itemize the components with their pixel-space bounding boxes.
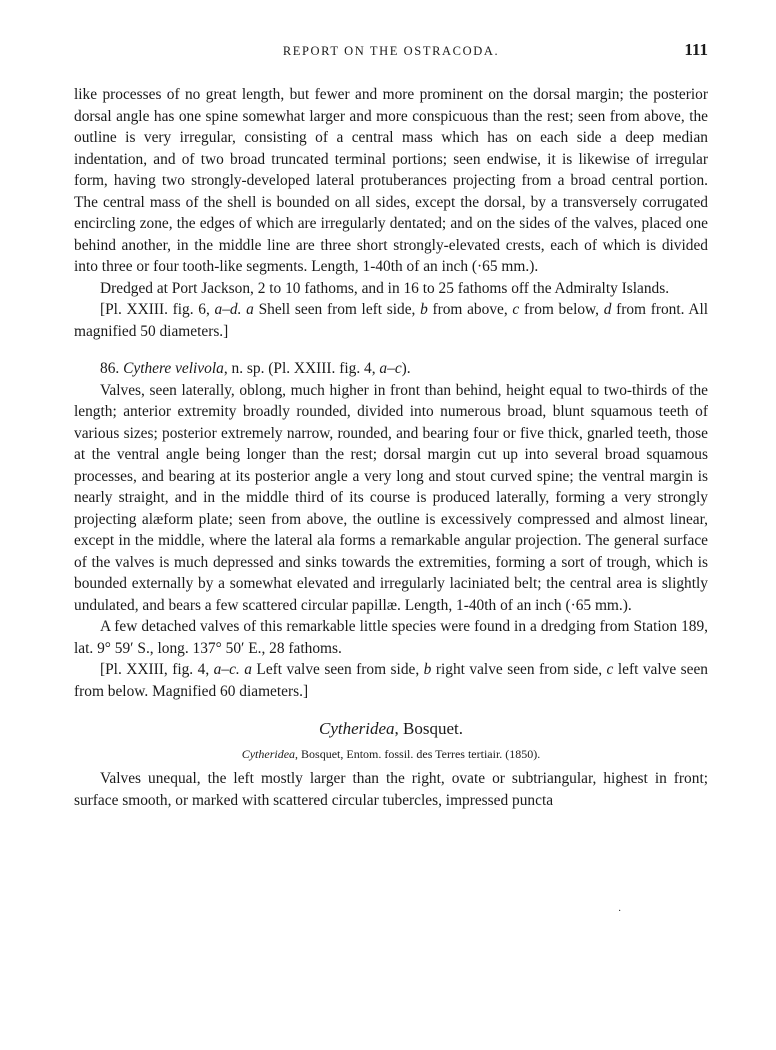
body-text [74, 84, 708, 811]
paragraph-station-locality: A few detached valves of this remarkable little species were found in a dredging from Station 189, lat. 9° 59′ S., long. 137° 50′ E., 28 fathoms. [74, 618, 708, 657]
paragraph-dredged-locality: Dredged at Port Jackson, 2 to 10 fathoms, and in 16 to 25 fathoms off the Admiralty Islands. [100, 279, 670, 297]
page-number: 111 [684, 40, 708, 59]
page [74, 38, 708, 811]
genus-heading-cytheridea: Cytheridea, Bosquet. [318, 719, 464, 738]
paragraph-genus-description: Valves unequal, the left mostly larger than the right, ovate or subtriangular, highest in front; surface smooth, or marked with scattered circular tubercles, impressed puncta [74, 770, 708, 809]
genus-reference: Cytheridea, Bosquet, Entom. fossil. des Terres tertiair. (1850). [241, 747, 541, 761]
paragraph-continued-description: like processes of no great length, but fewer and more prominent on the dorsal margin; the posterior dorsal angle has one spine somewhat larger and more conspicuous than the rest; seen from above, the outline is very irregular, consisting of a central mass which has on each side a deep median indentation, and of two broad truncated terminal portions; seen endwise, it is likewise of irregular form, having two strongly-developed lateral protuberances projecting from a broad central portion. The central mass of the shell is bounded on all sides, except the dorsal, by a transversely corrugated encircling zone, the edges of which are irregularly dentated; and on the sides of the valves, placed one behind another, in the middle line are three short strongly-elevated crests, each of which is divided into three or four tooth-like segments. Length, 1-40th of an inch (·65 mm.). [74, 86, 708, 275]
plate-caption-fig4: [Pl. XXIII, fig. 4, a–c. a Left valve seen from side, b right valve seen from side, c left valve seen from below. Magnified 60 diameters.] [74, 661, 709, 700]
page-header [74, 38, 708, 64]
paragraph-species-description: Valves, seen laterally, oblong, much higher in front than behind, height equal to two-thirds of the length; anterior extremity broadly rounded, divided into numerous broad, blunt squamous teeth of various sizes; posterior extremely narrow, rounded, and bearing four or five thick, gnarled teeth, those at the ventral angle being longer than the rest; dorsal margin cut up into several broad squamous processes, and bearing at its posterior angle a very long and stout curved spine; the ventral margin is nearly straight, and in the middle third of its course is produced laterally, forming a very strongly projecting alæform plate; seen from above, the outline is excessively compressed and almost linear, except in the middle, where the lateral ala forms a remarkable angular projection. The general surface of the valves is much depressed and sinks towards the extremities, forming a sort of trough, which is bounded externally by a somewhat elevated and irregularly laciniated belt; the central area is slightly undulated, and bears a few scattered circular papillæ. Length, 1-40th of an inch (·65 mm.). [74, 381, 708, 614]
running-head: REPORT ON THE OSTRACODA. [282, 44, 500, 58]
plate-caption-fig6: [Pl. XXIII. fig. 6, a–d. a Shell seen from left side, b from above, c from below, d from front. All magnified 50 diameters.] [74, 301, 709, 340]
species-heading-cythere-velivola: 86. Cythere velivola, n. sp. (Pl. XXIII. fig. 4, a–c). [100, 360, 411, 377]
print-mark: · [618, 906, 622, 917]
